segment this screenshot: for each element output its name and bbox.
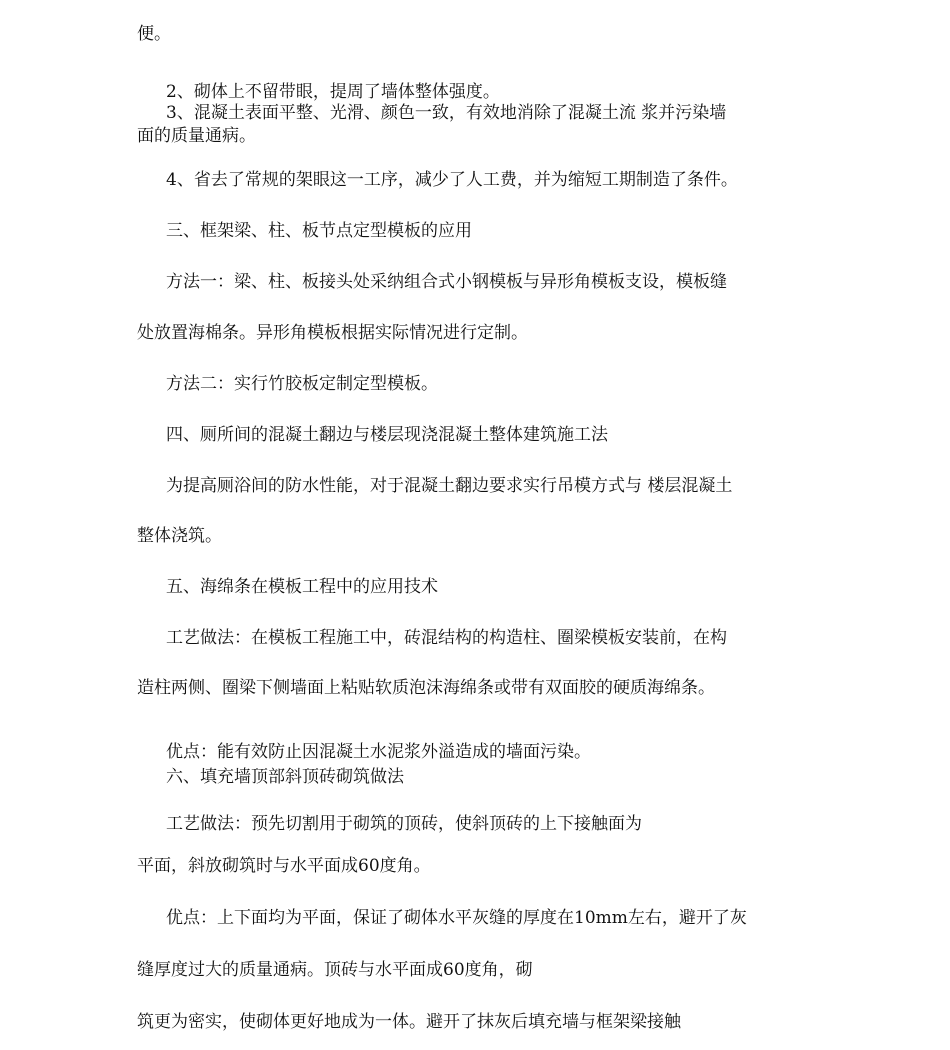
text-line-3: 3、混凝土表面平整、光滑、颜色一致，有效地消除了混凝土流 浆并污染墙 [166, 103, 727, 123]
text-line-9: 方法二：实行竹胶板定制定型模板。 [166, 374, 438, 394]
text-line-2: 2、砌体上不留带眼，提周了墙体整体强度。 [166, 82, 500, 102]
section-heading-4: 四、厕所间的混凝土翻边与楼层现浇混凝土整体建筑施工法 [166, 425, 608, 445]
text-line-21: 缝厚度过大的质量通病。顶砖与水平面成60度角，砌 [137, 960, 533, 980]
text-line-19: 平面，斜放砌筑时与水平面成60度角。 [137, 856, 431, 876]
text-line-1: 便。 [137, 24, 171, 44]
text-line-20: 优点：上下面均为平面，保证了砌体水平灰缝的厚度在10mm左右，避开了灰 [166, 908, 747, 928]
section-heading-5: 五、海绵条在模板工程中的应用技术 [166, 577, 438, 597]
text-line-5: 4、省去了常规的架眼这一工序，减少了人工费，并为缩短工期制造了条件。 [166, 170, 738, 190]
text-line-16: 优点：能有效防止因混凝土水泥浆外溢造成的墙面污染。 [166, 742, 591, 762]
section-heading-3: 三、框架梁、柱、板节点定型模板的应用 [166, 221, 472, 241]
text-line-4: 面的质量通病。 [137, 126, 256, 146]
text-line-12: 整体浇筑。 [137, 526, 222, 546]
text-line-15: 造柱两侧、圈梁下侧墙面上粘贴软质泡沫海绵条或带有双面胶的硬质海绵条。 [137, 678, 715, 698]
text-line-18: 工艺做法：预先切割用于砌筑的顶砖，使斜顶砖的上下接触面为 [166, 814, 642, 834]
text-line-14: 工艺做法：在模板工程施工中，砖混结构的构造柱、圈梁模板安装前，在构 [166, 628, 727, 648]
text-line-11: 为提高厕浴间的防水性能，对于混凝土翻边要求实行吊模方式与 楼层混凝土 [166, 476, 733, 496]
section-heading-6: 六、填充墙顶部斜顶砖砌筑做法 [166, 767, 404, 787]
text-line-7: 方法一：梁、柱、板接头处采纳组合式小钢模板与异形角模板支设，模板缝 [166, 272, 727, 292]
text-line-8: 处放置海棉条。异形角模板根据实际情况进行定制。 [137, 323, 528, 343]
text-line-22: 筑更为密实，使砌体更好地成为一体。避开了抹灰后填充墙与框架梁接触 [137, 1012, 681, 1032]
